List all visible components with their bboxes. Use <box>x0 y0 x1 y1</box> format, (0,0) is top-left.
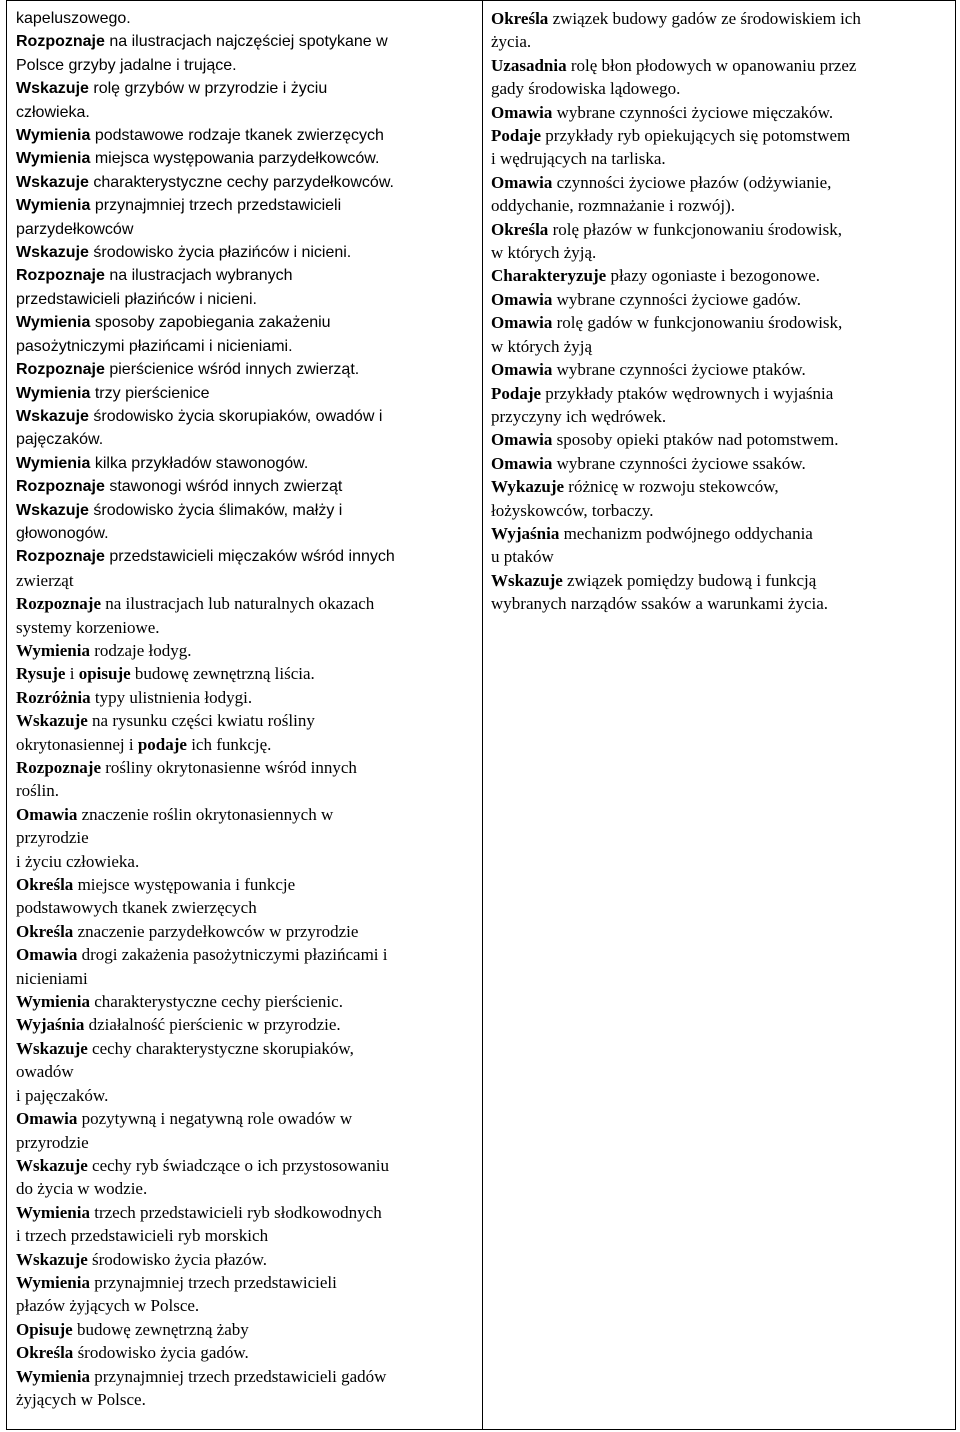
text-line <box>16 428 474 451</box>
text-line <box>16 522 474 545</box>
text-line <box>16 756 474 779</box>
keyword: Wymienia <box>16 992 90 1012</box>
line-text: działalność pierścienic w przyrodzie. <box>84 1015 341 1035</box>
line-text: pajęczaków. <box>16 431 104 449</box>
line-text: i trzech przedstawicieli ryb morskich <box>16 1226 269 1246</box>
text-line <box>16 77 474 100</box>
keyword: Wskazuje <box>491 570 563 590</box>
keyword: Określa <box>16 1343 74 1363</box>
line-text: przyrodzie <box>16 828 89 848</box>
line-text: u ptaków <box>491 547 554 567</box>
text-line <box>491 382 947 405</box>
keyword: Omawia <box>16 804 78 824</box>
keyword: Wymienia <box>16 127 91 145</box>
line-text: wybrane czynności życiowe mięczaków. <box>552 102 834 122</box>
keyword: opisuje <box>78 664 131 684</box>
text-line <box>16 569 474 592</box>
keyword: Omawia <box>491 313 553 333</box>
text-line <box>491 475 947 498</box>
line-text: środowisko życia ślimaków, małży i <box>88 501 343 519</box>
line-text: środowisko życia płazińców i nicieni. <box>88 244 352 262</box>
text-line <box>16 171 474 194</box>
text-line <box>16 896 474 919</box>
line-text: głowonogów. <box>16 524 109 542</box>
text-line <box>491 241 947 264</box>
line-text: miejsce występowania i funkcje <box>73 875 296 895</box>
text-line <box>491 30 947 53</box>
line-text: zwierząt <box>16 570 74 590</box>
text-line <box>16 990 474 1013</box>
line-text: przykłady ptaków wędrownych i wyjaśnia <box>541 383 834 403</box>
left-column <box>7 1 483 1429</box>
line-text: na ilustracjach lub naturalnych okazach <box>100 594 375 614</box>
line-text: trzech przedstawicieli ryb słodkowodnych <box>89 1202 382 1222</box>
text-line <box>491 54 947 77</box>
keyword: Omawia <box>491 453 553 473</box>
keyword: Określa <box>491 219 549 239</box>
line-text: wybrane czynności życiowe ssaków. <box>552 453 806 473</box>
keyword: Rozpoznaje <box>16 594 101 614</box>
line-text: na ilustracjach wybranych <box>104 267 293 285</box>
text-line <box>16 218 474 241</box>
line-text: okrytonasiennej i <box>16 734 138 754</box>
text-line <box>491 569 947 592</box>
text-line <box>16 264 474 287</box>
keyword: Wymienia <box>16 1272 90 1292</box>
text-line <box>16 1365 474 1388</box>
keyword: Omawia <box>491 289 553 309</box>
text-line <box>16 405 474 428</box>
right-column <box>483 1 955 1429</box>
keyword: Wskazuje <box>16 501 89 519</box>
line-text: przynajmniej trzech przedstawicieli <box>89 1272 337 1292</box>
keyword: Rozpoznaje <box>16 548 105 566</box>
line-text: przykłady ryb opiekujących się potomstwem <box>541 126 851 146</box>
keyword: Uzasadnia <box>491 55 567 75</box>
line-text: i wędrujących na tarliska. <box>491 149 666 169</box>
line-text: pozytywną i negatywną role owadów w <box>77 1109 353 1129</box>
keyword: Wyjaśnia <box>16 1015 85 1035</box>
text-line <box>16 147 474 170</box>
keyword: Wskazuje <box>16 244 89 262</box>
line-text: trzy pierścienice <box>90 384 210 402</box>
keyword: Podaje <box>491 383 542 403</box>
keyword: Wymienia <box>16 150 91 168</box>
text-line <box>491 499 947 522</box>
text-line <box>16 124 474 147</box>
line-text: różnicę w rozwoju stekowców, <box>564 477 779 497</box>
keyword: Rozpoznaje <box>16 267 105 285</box>
keyword: Wymienia <box>16 384 91 402</box>
line-text: cechy ryb świadczące o ich przystosowaniu <box>87 1155 389 1175</box>
text-line <box>491 124 947 147</box>
keyword: Omawia <box>16 1109 78 1129</box>
line-text: rolę błon płodowych w opanowaniu przez <box>566 55 857 75</box>
line-text: pasożytniczymi płazińcami i nicieniami. <box>16 337 293 355</box>
line-text: budowę zewnętrzną żaby <box>72 1319 249 1339</box>
text-line <box>491 288 947 311</box>
line-text: i pajęczaków. <box>16 1085 109 1105</box>
line-text: przedstawicieli mięczaków wśród innych <box>104 548 395 566</box>
line-text: środowisko życia gadów. <box>73 1343 249 1363</box>
line-text: roślin. <box>16 781 59 801</box>
text-line <box>16 1224 474 1247</box>
line-text: związek budowy gadów ze środowiskiem ich <box>548 9 861 28</box>
text-line <box>491 194 947 217</box>
line-text: związek pomiędzy budową i funkcją <box>562 570 817 590</box>
text-line <box>16 1177 474 1200</box>
text-line <box>16 358 474 381</box>
text-line <box>491 405 947 428</box>
line-text: środowisko życia skorupiaków, owadów i <box>88 407 383 425</box>
keyword: Wskazuje <box>16 1155 88 1175</box>
text-line <box>491 311 947 334</box>
text-line <box>16 382 474 405</box>
text-line <box>16 1201 474 1224</box>
text-line <box>16 452 474 475</box>
keyword: Opisuje <box>16 1319 73 1339</box>
line-text: rolę gadów w funkcjonowaniu środowisk, <box>552 313 843 333</box>
keyword: Charakteryzuje <box>491 266 607 286</box>
line-text: znaczenie roślin okrytonasiennych w <box>77 804 334 824</box>
text-line <box>16 241 474 264</box>
text-line <box>16 850 474 873</box>
keyword: Wymienia <box>16 640 90 660</box>
keyword: Wskazuje <box>16 407 89 425</box>
keyword: Określa <box>491 9 549 28</box>
keyword: Wskazuje <box>16 1038 88 1058</box>
line-text: życia. <box>491 32 532 52</box>
text-line <box>491 171 947 194</box>
line-text: stawonogi wśród innych zwierząt <box>104 478 343 496</box>
text-line <box>16 779 474 802</box>
keyword: Wymienia <box>16 1202 90 1222</box>
keyword: Rozpoznaje <box>16 758 101 777</box>
keyword: Omawia <box>491 102 553 122</box>
text-line <box>16 709 474 732</box>
text-line <box>16 1341 474 1364</box>
line-text: rośliny okrytonasienne wśród innych <box>100 758 357 777</box>
text-line <box>16 1271 474 1294</box>
text-line <box>16 662 474 685</box>
line-text: przynajmniej trzech przedstawicieli gadów <box>89 1366 387 1386</box>
text-line <box>491 335 947 358</box>
text-line <box>16 967 474 990</box>
keyword: Omawia <box>491 172 553 192</box>
line-text: przedstawicieli płazińców i nicieni. <box>16 290 257 308</box>
line-text: rodzaje łodyg. <box>89 640 192 660</box>
line-text: sposoby opieki ptaków nad potomstwem. <box>552 430 839 450</box>
text-line <box>491 101 947 124</box>
line-text: w których żyją. <box>491 243 597 263</box>
keyword: Wskazuje <box>16 1249 88 1269</box>
line-text: systemy korzeniowe. <box>16 617 160 637</box>
line-text: cechy charakterystyczne skorupiaków, <box>87 1038 354 1058</box>
line-text: mechanizm podwójnego oddychania <box>559 523 813 543</box>
text-line <box>16 1037 474 1060</box>
text-line <box>16 30 474 53</box>
line-text: Polsce grzyby jadalne i trujące. <box>16 56 237 74</box>
line-text: i <box>65 664 79 684</box>
keyword: Rozpoznaje <box>16 361 105 379</box>
text-line <box>16 545 474 568</box>
line-text: w których żyją <box>491 336 593 356</box>
line-text: miejsca występowania parzydełkowców. <box>90 150 380 168</box>
keyword: Omawia <box>491 430 553 450</box>
line-text: nicieniami <box>16 968 88 988</box>
text-line <box>16 1154 474 1177</box>
line-text: łożyskowców, torbaczy. <box>491 500 654 520</box>
text-line <box>16 1318 474 1341</box>
keyword: Wskazuje <box>16 80 89 98</box>
text-line <box>16 499 474 522</box>
text-line <box>16 1248 474 1271</box>
line-text: ich funkcję. <box>186 734 272 754</box>
line-text: oddychanie, rozmnażanie i rozwój). <box>491 196 736 216</box>
text-line <box>491 7 947 30</box>
line-text: wybrane czynności życiowe ptaków. <box>552 360 806 380</box>
text-line <box>491 428 947 451</box>
line-text: owadów <box>16 1062 74 1082</box>
line-text: płazów żyjących w Polsce. <box>16 1296 200 1316</box>
line-text: podstawowe rodzaje tkanek zwierzęcych <box>90 127 384 145</box>
text-line <box>16 335 474 358</box>
line-text: i życiu człowieka. <box>16 851 140 871</box>
line-text: żyjących w Polsce. <box>16 1389 146 1409</box>
line-text: przyrodzie <box>16 1132 89 1152</box>
text-line <box>16 1060 474 1083</box>
line-text: środowisko życia płazów. <box>87 1249 268 1269</box>
keyword: Wymienia <box>16 1366 90 1386</box>
text-line <box>16 803 474 826</box>
line-text: przynajmniej trzech przedstawicieli <box>90 197 342 215</box>
line-text: budowę zewnętrzną liścia. <box>130 664 315 684</box>
keyword: Rozróżnia <box>16 687 91 707</box>
text-line <box>16 592 474 615</box>
text-line <box>16 686 474 709</box>
keyword: podaje <box>137 734 187 754</box>
line-text: do życia w wodzie. <box>16 1179 148 1199</box>
text-line <box>16 920 474 943</box>
text-line <box>16 101 474 124</box>
line-text: kapeluszowego. <box>16 10 131 27</box>
line-text: rolę grzybów w przyrodzie i życiu <box>88 80 328 98</box>
keyword: Wymienia <box>16 454 91 472</box>
line-text: pierścienice wśród innych zwierząt. <box>104 361 360 379</box>
line-text: płazy ogoniaste i bezogonowe. <box>606 266 821 286</box>
requirements-table <box>6 0 956 1430</box>
keyword: Rozpoznaje <box>16 478 105 496</box>
text-line <box>491 522 947 545</box>
text-line <box>491 147 947 170</box>
keyword: Wymienia <box>16 314 91 332</box>
line-text: charakterystyczne cechy parzydełkowców. <box>88 173 394 191</box>
keyword: Określa <box>16 875 74 895</box>
text-line <box>16 1084 474 1107</box>
keyword: Rysuje <box>16 664 66 684</box>
text-line <box>16 7 474 30</box>
text-line <box>491 218 947 241</box>
text-line <box>16 1107 474 1130</box>
keyword: Omawia <box>491 360 553 380</box>
line-text: człowieka. <box>16 103 90 121</box>
line-text: wybrane czynności życiowe gadów. <box>552 289 801 309</box>
line-text: na rysunku części kwiatu rośliny <box>87 711 315 731</box>
text-line <box>491 264 947 287</box>
text-line <box>16 194 474 217</box>
text-line <box>16 639 474 662</box>
line-text: rolę płazów w funkcjonowaniu środowisk, <box>548 219 842 239</box>
line-text: czynności życiowe płazów (odżywianie, <box>552 172 832 192</box>
line-text: znaczenie parzydełkowców w przyrodzie <box>73 921 359 941</box>
line-text: podstawowych tkanek zwierzęcych <box>16 898 257 918</box>
text-line <box>491 452 947 475</box>
text-line <box>16 873 474 896</box>
keyword: Wskazuje <box>16 711 88 731</box>
text-line <box>491 545 947 568</box>
line-text: wybranych narządów ssaków a warunkami życia. <box>491 594 829 614</box>
keyword: Wskazuje <box>16 173 89 191</box>
line-text: na ilustracjach najczęściej spotykane w <box>104 33 388 51</box>
keyword: Wyjaśnia <box>491 523 560 543</box>
text-line <box>16 54 474 77</box>
line-text: przyczyny ich wędrówek. <box>491 406 667 426</box>
line-text: typy ulistnienia łodygi. <box>90 687 253 707</box>
text-line <box>16 311 474 334</box>
text-line <box>16 826 474 849</box>
text-line <box>16 1388 474 1411</box>
line-text: gady środowiska lądowego. <box>491 79 681 99</box>
keyword: Wymienia <box>16 197 91 215</box>
line-text: charakterystyczne cechy pierścienic. <box>89 992 343 1012</box>
text-line <box>491 77 947 100</box>
keyword: Podaje <box>491 126 542 146</box>
line-text: sposoby zapobiegania zakażeniu <box>90 314 331 332</box>
text-line <box>16 943 474 966</box>
text-line <box>16 616 474 639</box>
text-line <box>491 358 947 381</box>
text-line <box>16 1294 474 1317</box>
line-text: parzydełkowców <box>16 220 134 238</box>
text-line <box>491 592 947 615</box>
keyword: Wykazuje <box>491 477 565 497</box>
line-text: drogi zakażenia pasożytniczymi płazińcami i <box>77 945 388 965</box>
text-line <box>16 733 474 756</box>
line-text: kilka przykładów stawonogów. <box>90 454 309 472</box>
text-line <box>16 1131 474 1154</box>
text-line <box>16 1013 474 1036</box>
text-line <box>16 288 474 311</box>
keyword: Omawia <box>16 945 78 965</box>
keyword: Rozpoznaje <box>16 33 105 51</box>
keyword: Określa <box>16 921 74 941</box>
text-line <box>16 475 474 498</box>
